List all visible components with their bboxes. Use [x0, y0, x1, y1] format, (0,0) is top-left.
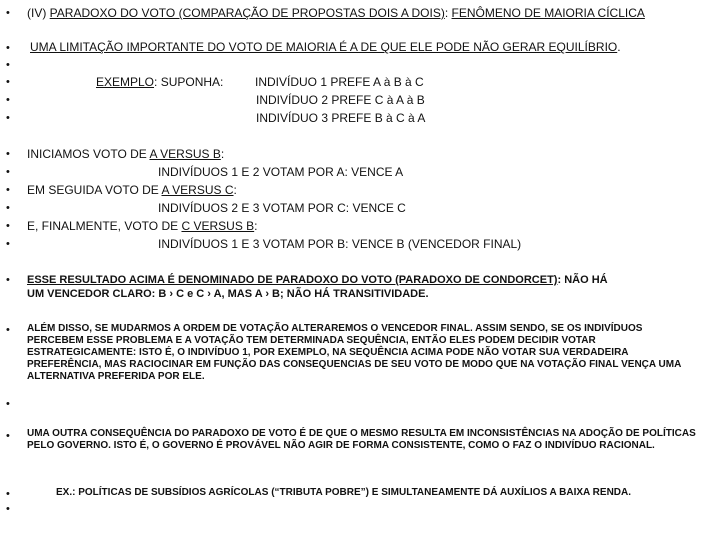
bullet-marker: •: [6, 148, 10, 160]
vote-c-vs-b-pre: E, FINALMENTE, VOTO DE: [27, 219, 182, 233]
vote-a-vs-b-post: :: [220, 147, 225, 161]
limitation-text: UMA LIMITAÇÃO IMPORTANTE DO VOTO DE MAIORIA É A DE QUE ELE PODE NÃO GERAR EQUILÍBRIO: [30, 40, 618, 54]
limitation-end: .: [617, 40, 621, 54]
bullet-marker: •: [6, 42, 10, 54]
vote-a-vs-c-pair: A VERSUS C: [161, 183, 234, 197]
bullet-marker: •: [6, 488, 10, 500]
preference-line-2: INDIVÍDUO 2 PREFE C à A à B: [256, 93, 425, 107]
bullet-marker: •: [6, 166, 10, 178]
example-label: [96, 75, 223, 89]
bullet-marker: •: [6, 220, 10, 232]
condorcet-rest: : NÃO HÁ: [557, 274, 608, 286]
title-prefix: (IV): [27, 6, 50, 20]
consequence-paragraph: UMA OUTRA CONSEQUÊNCIA DO PARADOXO DE VOTO É DE QUE O MESMO RESULTA EM INCONSISTÊNCIAS NA ADOÇÃO DE POLÍTICAS PELO GOVERNO. ISTO É, O GOVERNO É PROVÁVEL NÃO AGIR DE FORMA CONSISTENTE, COMO O FAZ O INDIVÍDUO RACIONAL.: [27, 428, 696, 451]
bullet-marker: •: [6, 59, 10, 71]
example-label-rest: : SUPONHA:: [154, 75, 224, 89]
bullet-marker: •: [6, 430, 10, 442]
vote-a-vs-b-pre: INICIAMOS VOTO DE: [27, 147, 150, 161]
vote-a-vs-b-pair: A VERSUS B: [149, 147, 221, 161]
condorcet-underlined: ESSE RESULTADO ACIMA É DENOMINADO DE PARADOXO DO VOTO (PARADOXO DE CONDORCET): [27, 274, 558, 286]
preference-line-1: INDIVÍDUO 1 PREFE A à B à C: [255, 75, 424, 89]
vote-a-vs-c-pre: EM SEGUIDA VOTO DE: [27, 183, 162, 197]
title-topic: FENÔMENO DE MAIORIA CÍCLICA: [451, 6, 645, 20]
title-separator: :: [444, 6, 452, 20]
bullet-marker: •: [6, 112, 10, 124]
bullet-marker: •: [6, 7, 10, 19]
condorcet-line-2: UM VENCEDOR CLARO: B › C e C › A, MAS A › B; NÃO HÁ TRANSITIVIDADE.: [27, 288, 429, 300]
bullet-marker: •: [6, 238, 10, 250]
preference-line-3: INDIVÍDUO 3 PREFE B à C à A: [256, 111, 426, 125]
condorcet-statement: [27, 274, 608, 286]
subsidy-example: EX.: POLÍTICAS DE SUBSÍDIOS AGRÍCOLAS (“TRIBUTA POBRE”) E SIMULTANEAMENTE DÁ AUXÍLIOS A BAIXA RENDA.: [56, 487, 632, 498]
vote-a-vs-b-result: INDIVÍDUOS 1 E 2 VOTAM POR A: VENCE A: [158, 165, 404, 179]
bullet-marker: •: [6, 398, 10, 410]
bullet-marker: •: [6, 202, 10, 214]
vote-a-vs-c: [27, 183, 237, 197]
title-underlined: PARADOXO DO VOTO (COMPARAÇÃO DE PROPOSTAS DOIS A DOIS): [49, 6, 445, 20]
order-change-paragraph: ALÉM DISSO, SE MUDARMOS A ORDEM DE VOTAÇÃO ALTERAREMOS O VENCEDOR FINAL. ASSIM SENDO, SE OS INDIVÍDUOS PERCEBEM ESSE PROBLEMA E A VOTAÇÃO TEM DETERMINADA SEQUÊNCIA, ENTÃO ELES PODEM DECIDIR VOTAR ESTRATEGICAMENTE: ISTO É, O INDIVÍDUO 1, POR EXEMPLO, NA SEQUÊNCIA ACIMA PODE NÃO VOTAR SUA VERDADEIRA PREFERÊNCIA, MAS RACIOCINAR EM FUNÇÃO DAS CONSEQUENCIAS DE SEU VOTO DE MODO QUE NA VOTAÇÃO FINAL VENÇA UMA ALTERNATIVA PREFERIDA POR ELE.: [27, 323, 681, 382]
bullet-marker: •: [6, 76, 10, 88]
bullet-marker: •: [6, 184, 10, 196]
vote-c-vs-b-result: INDIVÍDUOS 1 E 3 VOTAM POR B: VENCE B (VENCEDOR FINAL): [158, 237, 522, 251]
example-label-word: EXEMPLO: [96, 75, 155, 89]
bullet-marker: •: [6, 274, 10, 286]
limitation-statement: [30, 40, 621, 54]
bullet-marker: •: [6, 324, 10, 336]
vote-c-vs-b-post: :: [254, 219, 258, 233]
slide-title: [27, 6, 645, 20]
vote-c-vs-b-pair: C VERSUS B: [181, 219, 255, 233]
bullet-marker: •: [6, 94, 10, 106]
vote-a-vs-c-post: :: [233, 183, 237, 197]
vote-a-vs-b: [27, 147, 224, 161]
vote-a-vs-c-result: INDIVÍDUOS 2 E 3 VOTAM POR C: VENCE C: [158, 201, 406, 215]
bullet-marker: •: [6, 503, 10, 515]
vote-c-vs-b: [27, 219, 258, 233]
